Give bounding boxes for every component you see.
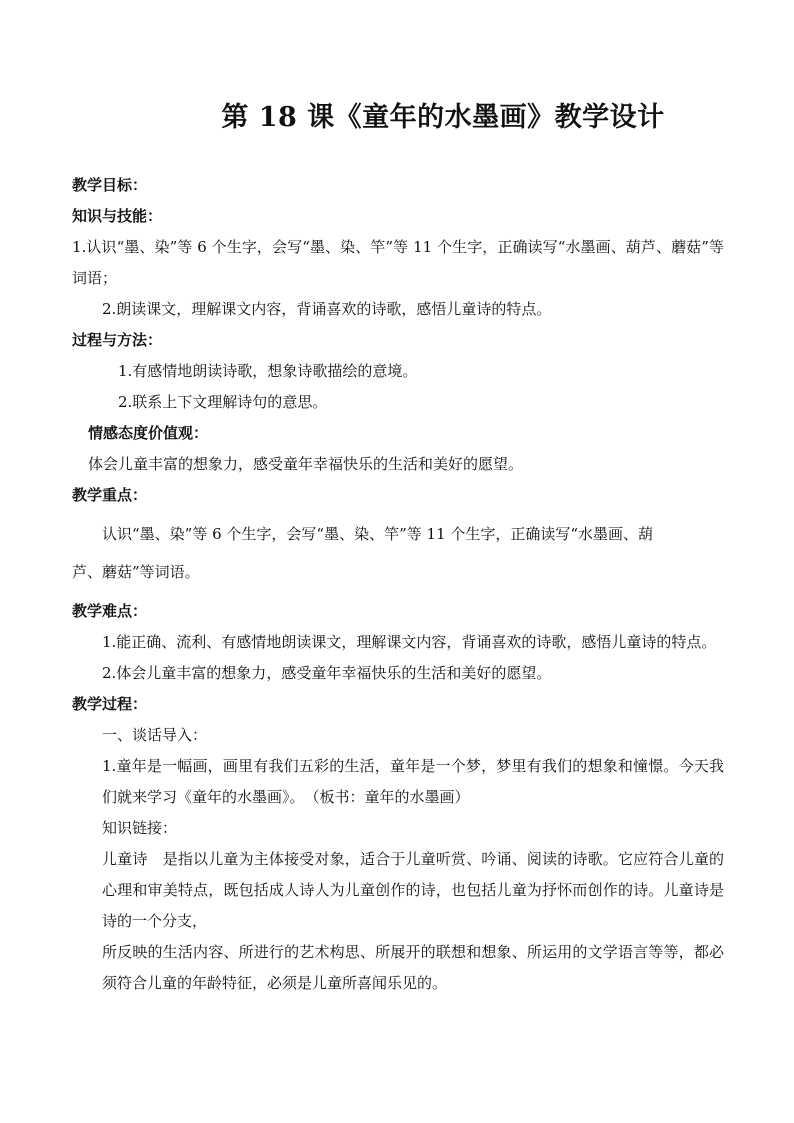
emotion-item-1: 体会儿童丰富的想象力，感受童年幸福快乐的生活和美好的愿望。 xyxy=(88,455,524,473)
knowledge-item-2: 2.朗读课文，理解课文内容，背诵喜欢的诗歌，感悟儿童诗的特点。 xyxy=(102,300,552,318)
emotion-heading: 情感态度价值观： xyxy=(88,424,209,442)
procedure-item-1: 1.童年是一幅画，画里有我们五彩的生活，童年是一个梦，梦里有我们的想象和憧憬。今天我们就来学习《童年的水墨画》。 （板书：童年的水墨画） xyxy=(102,757,724,806)
link-paragraph-2: 所反映的生活内容、所进行的艺术构思、所展开的联想和想象、所运用的文学语言等等，都必须符合儿童的年龄特征，必须是儿童所喜闻乐见的。 xyxy=(102,943,724,992)
link-paragraph-1: 儿童诗 是指以儿童为主体接受对象，适合于儿童听赏、吟诵、阅读的诗歌。它应符合儿童的心理和审美特点，既包括成人诗人为儿童创作的诗，也包括儿童为抒怀而创作的诗。儿童诗是诗的一个分支， xyxy=(102,850,724,930)
key-heading: 教学重点： xyxy=(72,486,148,504)
document-title: 第 18 课《童年的水墨画》教学设计 xyxy=(221,102,665,133)
difficulty-item-2: 2.体会儿童丰富的想象力，感受童年幸福快乐的生活和美好的愿望。 xyxy=(102,664,552,682)
process-item-1: 1.有感情地朗读诗歌，想象诗歌描绘的意境。 xyxy=(118,362,418,380)
link-heading: 知识链接： xyxy=(102,819,178,837)
key-item-line-2: 芦、蘑菇”等词语。 xyxy=(72,563,200,581)
knowledge-heading: 知识与技能： xyxy=(72,207,163,225)
difficulty-item-1: 1.能正确、流利、有感情地朗读课文，理解课文内容，背诵喜欢的诗歌，感悟儿童诗的特点。 xyxy=(102,633,717,651)
document-body xyxy=(72,170,724,999)
difficulty-heading: 教学难点： xyxy=(72,602,148,620)
process-heading: 过程与方法： xyxy=(72,331,163,349)
goals-heading: 教学目标： xyxy=(72,176,148,194)
key-item-line-1: 认识“墨、染”等 6 个生字，会写“墨、染、竿”等 11 个生字，正确读写“水墨画、葫 xyxy=(102,525,654,543)
knowledge-item-1: 1.认识“墨、染”等 6 个生字，会写“墨、染、竿”等 11 个生字，正确读写“水墨画、葫芦、蘑菇”等词语； xyxy=(72,238,724,287)
procedure-intro: 一、谈话导入： xyxy=(102,726,208,744)
procedure-heading: 教学过程： xyxy=(72,695,148,713)
process-item-2: 2.联系上下文理解诗句的意思。 xyxy=(118,393,328,411)
